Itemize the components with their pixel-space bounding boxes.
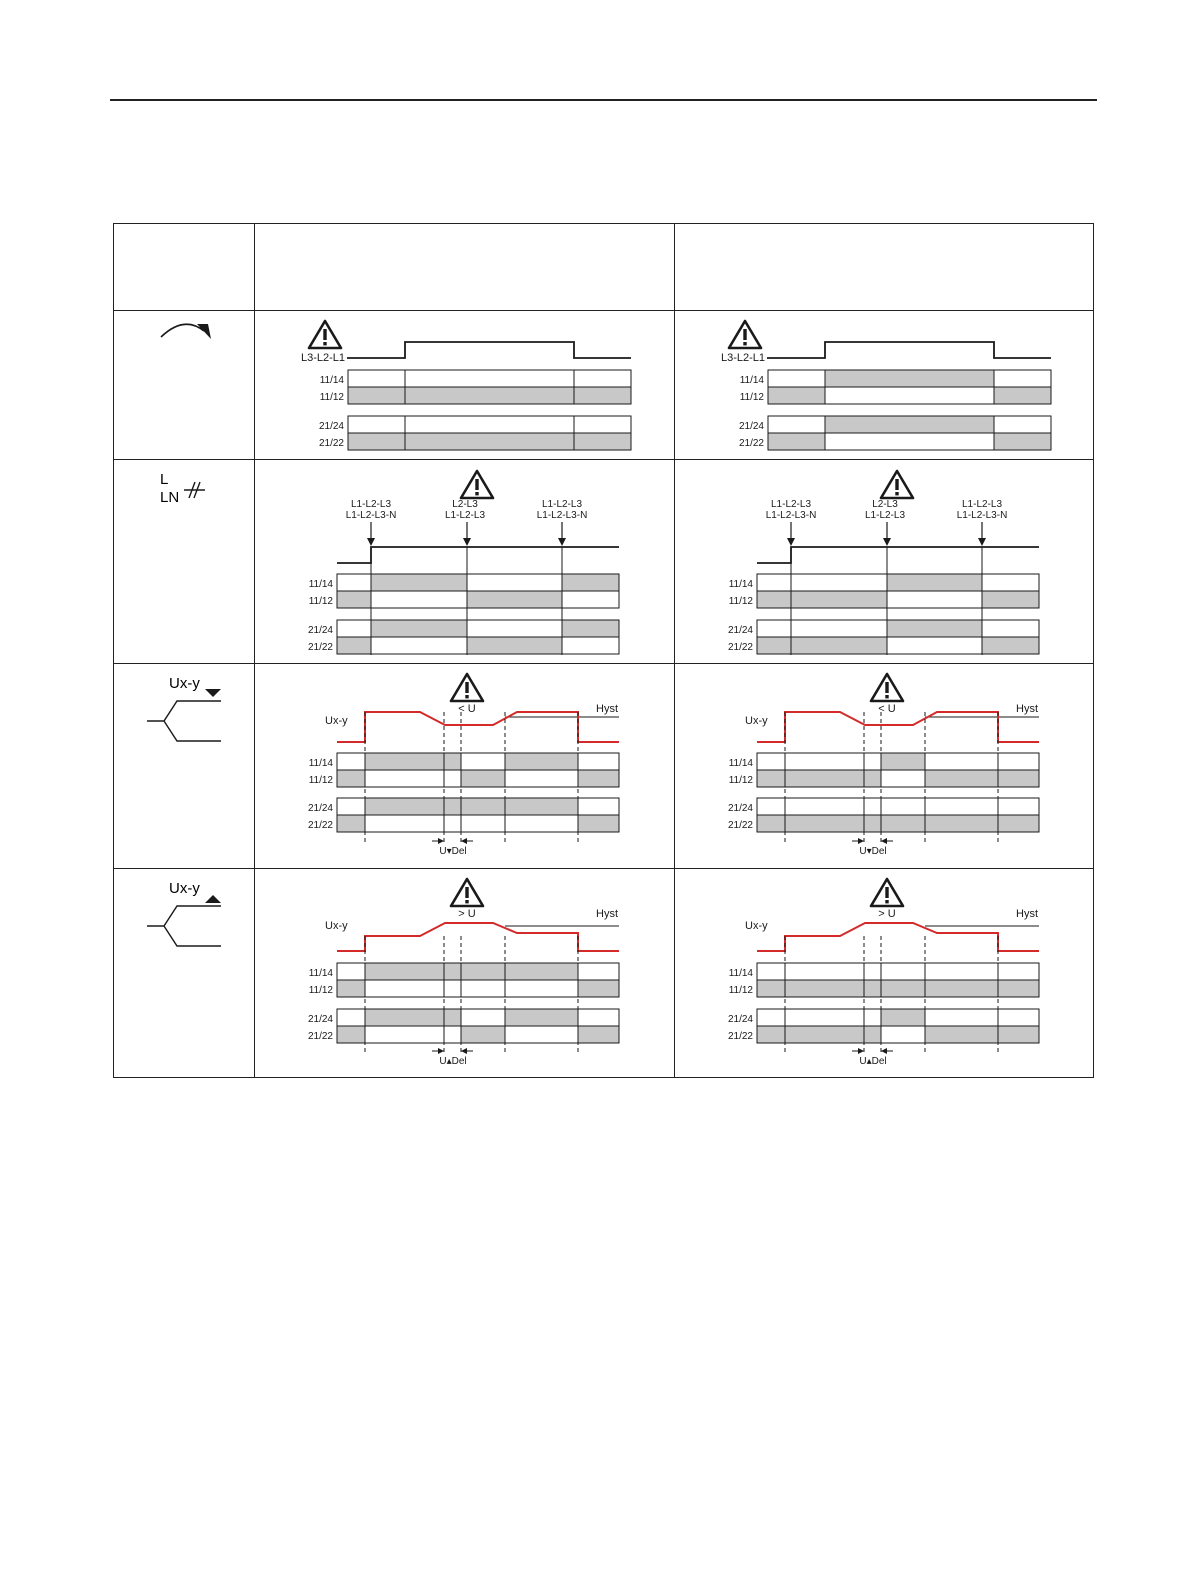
contact-band-segment: [337, 963, 365, 980]
event-label: L1-L2-L3: [864, 510, 906, 521]
contact-label: 21/22: [307, 820, 333, 831]
timing-diagram-phase-sequence-2: [675, 311, 1094, 459]
symbol-label-undervoltage: Ux-y: [169, 675, 200, 692]
contact-band-segment: [578, 1009, 619, 1026]
threshold-up-icon: [205, 895, 221, 903]
contact-band-segment: [461, 770, 505, 787]
contact-band-segment: [467, 591, 562, 608]
contact-band-segment: [757, 963, 785, 980]
contact-band-segment: [467, 574, 562, 591]
contact-band-segment: [925, 963, 998, 980]
contact-band-segment: [982, 620, 1039, 637]
contact-band-segment: [461, 1026, 505, 1043]
warning-triangle-icon: [729, 321, 761, 348]
diagram-cell-undervoltage-1: [255, 664, 675, 869]
event-label: L1-L2-L3: [961, 499, 1003, 510]
phase-sequence-signal: [347, 342, 631, 358]
header-cell-symbol: [114, 224, 255, 311]
contact-band-segment: [887, 620, 982, 637]
diagram-cell-overvoltage-2: [675, 869, 1094, 1078]
contact-band-segment: [998, 1009, 1039, 1026]
event-label: L1-L2-L3: [444, 510, 486, 521]
contact-band-segment: [757, 980, 785, 997]
symbol-label-L: L: [160, 471, 169, 488]
contact-band-segment: [791, 620, 887, 637]
contact-band-segment: [998, 815, 1039, 832]
contact-band-segment: [337, 591, 371, 608]
contact-band-segment: [371, 591, 467, 608]
phase-failure-symbol: [114, 460, 255, 663]
undervoltage-symbol: [114, 664, 255, 868]
contact-label: 21/24: [318, 421, 344, 432]
contact-band-segment: [337, 1009, 365, 1026]
contact-band-segment: [757, 753, 785, 770]
contact-label: 11/14: [308, 968, 333, 979]
contact-band-segment: [578, 753, 619, 770]
table-row-phase-sequence: [114, 311, 1094, 460]
contact-band-segment: [337, 1026, 365, 1043]
contact-band-segment: [881, 770, 925, 787]
contact-band-segment: [444, 980, 461, 997]
contact-band-segment: [337, 620, 371, 637]
contact-band-segment: [994, 433, 1051, 450]
contact-band-segment: [994, 416, 1051, 433]
contact-band-segment: [864, 815, 881, 832]
contact-label: 11/14: [739, 375, 764, 386]
contact-band-segment: [998, 980, 1039, 997]
hyst-label: Hyst: [596, 703, 618, 715]
symbol-cell-undervoltage: [114, 664, 255, 869]
contact-band-segment: [881, 753, 925, 770]
contact-band-segment: [578, 963, 619, 980]
contact-band-segment: [925, 753, 998, 770]
event-label: L1-L2-L3-N: [956, 510, 1008, 521]
contact-band-segment: [768, 416, 825, 433]
event-arrow-head: [558, 538, 566, 546]
contact-band-segment: [505, 1026, 578, 1043]
contact-band-segment: [825, 433, 994, 450]
threshold-label: > U: [878, 908, 896, 920]
delay-arrow-head: [881, 1048, 887, 1054]
contact-band-segment: [791, 637, 887, 654]
contact-band-segment: [371, 637, 467, 654]
contact-band-segment: [405, 433, 574, 450]
contact-band-segment: [998, 1026, 1039, 1043]
contact-band-segment: [505, 815, 578, 832]
contact-label: 11/12: [308, 985, 333, 996]
contact-band-segment: [825, 387, 994, 404]
contact-band-segment: [505, 798, 578, 815]
contact-band-segment: [925, 798, 998, 815]
event-label: L2-L3: [872, 499, 898, 510]
contact-label: 11/14: [308, 758, 333, 769]
hyst-label: Hyst: [1016, 908, 1038, 920]
timing-diagram-overvoltage-2: [675, 869, 1094, 1077]
contact-band-segment: [467, 637, 562, 654]
contact-band-segment: [444, 815, 461, 832]
contact-band-segment: [505, 963, 578, 980]
contact-band-segment: [757, 815, 785, 832]
contact-band-segment: [444, 753, 461, 770]
contact-band-segment: [881, 815, 925, 832]
contact-band-segment: [461, 1009, 505, 1026]
contact-band-segment: [757, 1026, 785, 1043]
contact-label: 21/22: [738, 438, 764, 449]
contact-band-segment: [467, 620, 562, 637]
symbol-cell-overvoltage: [114, 869, 255, 1078]
diagram-cell-phase-failure-1: [255, 460, 675, 664]
table-row-undervoltage: [114, 664, 1094, 869]
event-label: L2-L3: [452, 499, 478, 510]
contact-band-segment: [461, 798, 505, 815]
contact-band-segment: [757, 1009, 785, 1026]
voltage-label: Ux-y: [745, 715, 768, 727]
voltage-label: Ux-y: [745, 920, 768, 932]
contact-band-segment: [998, 963, 1039, 980]
contact-band-segment: [864, 798, 881, 815]
contact-band-segment: [825, 370, 994, 387]
contact-band-segment: [578, 770, 619, 787]
diagram-cell-phase-failure-2: [675, 460, 1094, 664]
contact-label: 21/24: [307, 803, 333, 814]
timing-diagram-undervoltage-2: [675, 664, 1094, 868]
delay-arrow-head: [858, 1048, 864, 1054]
contact-label: 21/22: [727, 642, 753, 653]
contact-band-segment: [371, 574, 467, 591]
contact-band-segment: [982, 591, 1039, 608]
contact-label: 21/22: [307, 1031, 333, 1042]
contact-band-segment: [578, 798, 619, 815]
contact-band-segment: [461, 753, 505, 770]
contact-band-segment: [505, 980, 578, 997]
delay-arrow-head: [438, 1048, 444, 1054]
contact-band-segment: [881, 963, 925, 980]
contact-band-segment: [365, 770, 444, 787]
contact-band-segment: [365, 798, 444, 815]
contact-band-segment: [785, 770, 864, 787]
contact-band-segment: [574, 370, 631, 387]
contact-label: 11/12: [739, 392, 764, 403]
contact-band-segment: [864, 753, 881, 770]
contact-label: 21/24: [307, 1014, 333, 1025]
delay-arrow-head: [858, 838, 864, 844]
contact-band-segment: [574, 387, 631, 404]
contact-band-segment: [444, 1009, 461, 1026]
contact-band-segment: [574, 416, 631, 433]
function-table: [113, 223, 1094, 1078]
contact-band-segment: [757, 770, 785, 787]
table-row-overvoltage: [114, 869, 1094, 1078]
contact-label: 11/14: [728, 758, 753, 769]
overvoltage-symbol: [114, 869, 255, 1077]
phase-failure-signal: [337, 547, 619, 563]
contact-band-segment: [365, 1009, 444, 1026]
contact-label: 21/24: [727, 803, 753, 814]
broken-line-icon: [184, 482, 205, 498]
contact-band-segment: [371, 620, 467, 637]
contact-label: 11/12: [308, 775, 333, 786]
contact-band-segment: [337, 637, 371, 654]
contact-band-segment: [365, 1026, 444, 1043]
warning-triangle-icon: [451, 674, 483, 701]
contact-band-segment: [505, 753, 578, 770]
event-label: L1-L2-L3-N: [536, 510, 588, 521]
contact-band-segment: [337, 753, 365, 770]
contact-label: 11/12: [728, 985, 753, 996]
contact-band-segment: [578, 980, 619, 997]
threshold-label: < U: [458, 703, 476, 715]
phase-sequence-label: L3-L2-L1: [720, 352, 765, 364]
hyst-label: Hyst: [596, 908, 618, 920]
contact-label: 11/12: [728, 596, 753, 607]
contact-band-segment: [757, 620, 791, 637]
timing-diagram-undervoltage-1: [255, 664, 675, 868]
contact-label: 21/22: [307, 642, 333, 653]
phase-sequence-label: L3-L2-L1: [300, 352, 345, 364]
delay-label: U▴Del: [859, 1056, 887, 1067]
contact-band-segment: [337, 574, 371, 591]
diagram-cell-undervoltage-2: [675, 664, 1094, 869]
contact-band-segment: [785, 1009, 864, 1026]
contact-band-segment: [365, 815, 444, 832]
contact-band-segment: [757, 574, 791, 591]
contact-band-segment: [925, 1009, 998, 1026]
contact-band-segment: [768, 370, 825, 387]
contact-band-segment: [337, 815, 365, 832]
contact-band-segment: [785, 980, 864, 997]
contact-band-segment: [998, 798, 1039, 815]
contact-label: 11/12: [319, 392, 344, 403]
contact-band-segment: [444, 1026, 461, 1043]
diagram-cell-overvoltage-1: [255, 869, 675, 1078]
contact-band-segment: [768, 387, 825, 404]
contact-label: 11/14: [728, 579, 753, 590]
contact-band-segment: [405, 416, 574, 433]
contact-label: 21/24: [307, 625, 333, 636]
phase-sequence-signal: [767, 342, 1051, 358]
warning-triangle-icon: [461, 471, 493, 498]
contact-band-segment: [337, 770, 365, 787]
delay-label: U▴Del: [439, 1056, 467, 1067]
contact-band-segment: [562, 591, 619, 608]
contact-label: 11/14: [308, 579, 333, 590]
contact-label: 21/22: [318, 438, 344, 449]
contact-band-segment: [925, 1026, 998, 1043]
contact-band-segment: [562, 637, 619, 654]
contact-band-segment: [337, 980, 365, 997]
contact-band-segment: [365, 963, 444, 980]
voltage-label: Ux-y: [325, 715, 348, 727]
threshold-label: > U: [458, 908, 476, 920]
contact-band-segment: [887, 637, 982, 654]
contact-band-segment: [982, 574, 1039, 591]
contact-band-segment: [825, 416, 994, 433]
contact-band-segment: [791, 591, 887, 608]
event-arrow-head: [978, 538, 986, 546]
delay-arrow-head: [881, 838, 887, 844]
hyst-label: Hyst: [1016, 703, 1038, 715]
contact-band-segment: [348, 433, 405, 450]
contact-band-segment: [785, 963, 864, 980]
timing-diagram-overvoltage-1: [255, 869, 675, 1077]
voltage-curve: [337, 923, 619, 951]
timing-diagram-phase-failure-1: [255, 460, 675, 663]
contact-band-segment: [994, 387, 1051, 404]
delay-label: U▾Del: [439, 846, 467, 857]
contact-band-segment: [757, 637, 791, 654]
contact-band-segment: [505, 770, 578, 787]
contact-band-segment: [768, 433, 825, 450]
warning-triangle-icon: [309, 321, 341, 348]
curved-arrow-icon: [114, 311, 255, 459]
phase-failure-signal: [757, 547, 1039, 563]
diagram-cell-phase-sequence-1: [255, 311, 675, 460]
contact-band-segment: [461, 980, 505, 997]
contact-band-segment: [405, 370, 574, 387]
contact-band-segment: [348, 370, 405, 387]
delay-label: U▾Del: [859, 846, 887, 857]
contact-label: 11/14: [319, 375, 344, 386]
event-label: L1-L2-L3-N: [765, 510, 817, 521]
contact-band-segment: [887, 591, 982, 608]
contact-band-segment: [365, 753, 444, 770]
delay-arrow-head: [461, 1048, 467, 1054]
contact-band-segment: [925, 815, 998, 832]
diagram-cell-phase-sequence-2: [675, 311, 1094, 460]
contact-band-segment: [444, 798, 461, 815]
header-cell-mode-2: [675, 224, 1094, 311]
warning-triangle-icon: [881, 471, 913, 498]
contact-band-segment: [348, 416, 405, 433]
contact-band-segment: [998, 753, 1039, 770]
contact-band-segment: [785, 815, 864, 832]
contact-band-segment: [785, 798, 864, 815]
event-arrow-head: [883, 538, 891, 546]
contact-band-segment: [887, 574, 982, 591]
event-arrow-head: [787, 538, 795, 546]
timing-diagram-phase-sequence-1: [255, 311, 675, 459]
contact-label: 21/22: [727, 1031, 753, 1042]
threshold-label: < U: [878, 703, 896, 715]
contact-label: 21/24: [727, 1014, 753, 1025]
timing-diagram-phase-failure-2: [675, 460, 1094, 663]
contact-band-segment: [562, 574, 619, 591]
header-rule: [110, 99, 1097, 101]
contact-band-segment: [405, 387, 574, 404]
contact-band-segment: [791, 574, 887, 591]
warning-triangle-icon: [451, 879, 483, 906]
contact-label: 11/12: [308, 596, 333, 607]
symbol-label-LN: LN: [160, 489, 180, 506]
header-cell-mode-1: [255, 224, 675, 311]
contact-band-segment: [337, 798, 365, 815]
contact-band-segment: [444, 963, 461, 980]
symbol-label-overvoltage: Ux-y: [169, 880, 200, 897]
contact-band-segment: [881, 1026, 925, 1043]
contact-band-segment: [925, 980, 998, 997]
voltage-curve: [757, 923, 1039, 951]
contact-band-segment: [994, 370, 1051, 387]
symbol-cell-phase-sequence: [114, 311, 255, 460]
contact-band-segment: [864, 770, 881, 787]
event-label: L1-L2-L3: [541, 499, 583, 510]
contact-band-segment: [578, 815, 619, 832]
contact-band-segment: [785, 1026, 864, 1043]
contact-band-segment: [881, 1009, 925, 1026]
contact-band-segment: [461, 963, 505, 980]
contact-band-segment: [348, 387, 405, 404]
warning-triangle-icon: [871, 674, 903, 701]
contact-band-segment: [461, 815, 505, 832]
event-arrow-head: [463, 538, 471, 546]
contact-band-segment: [578, 1026, 619, 1043]
contact-band-segment: [881, 980, 925, 997]
contact-band-segment: [505, 1009, 578, 1026]
contact-band-segment: [998, 770, 1039, 787]
contact-band-segment: [562, 620, 619, 637]
contact-band-segment: [785, 753, 864, 770]
table-header-row: [114, 224, 1094, 311]
table-row-phase-failure: [114, 460, 1094, 664]
threshold-down-icon: [205, 689, 221, 697]
contact-label: 11/12: [728, 775, 753, 786]
contact-label: 21/24: [727, 625, 753, 636]
contact-band-segment: [864, 1026, 881, 1043]
contact-band-segment: [864, 980, 881, 997]
event-label: L1-L2-L3: [770, 499, 812, 510]
contact-band-segment: [982, 637, 1039, 654]
delay-arrow-head: [438, 838, 444, 844]
contact-band-segment: [881, 798, 925, 815]
contact-band-segment: [864, 963, 881, 980]
warning-triangle-icon: [871, 879, 903, 906]
contact-band-segment: [925, 770, 998, 787]
contact-band-segment: [757, 591, 791, 608]
contact-label: 11/14: [728, 968, 753, 979]
contact-band-segment: [444, 770, 461, 787]
symbol-cell-phase-failure: [114, 460, 255, 664]
event-label: L1-L2-L3-N: [345, 510, 397, 521]
event-label: L1-L2-L3: [350, 499, 392, 510]
contact-band-segment: [365, 980, 444, 997]
contact-band-segment: [757, 798, 785, 815]
delay-arrow-head: [461, 838, 467, 844]
contact-band-segment: [574, 433, 631, 450]
event-arrow-head: [367, 538, 375, 546]
contact-band-segment: [864, 1009, 881, 1026]
contact-label: 21/22: [727, 820, 753, 831]
voltage-label: Ux-y: [325, 920, 348, 932]
contact-label: 21/24: [738, 421, 764, 432]
